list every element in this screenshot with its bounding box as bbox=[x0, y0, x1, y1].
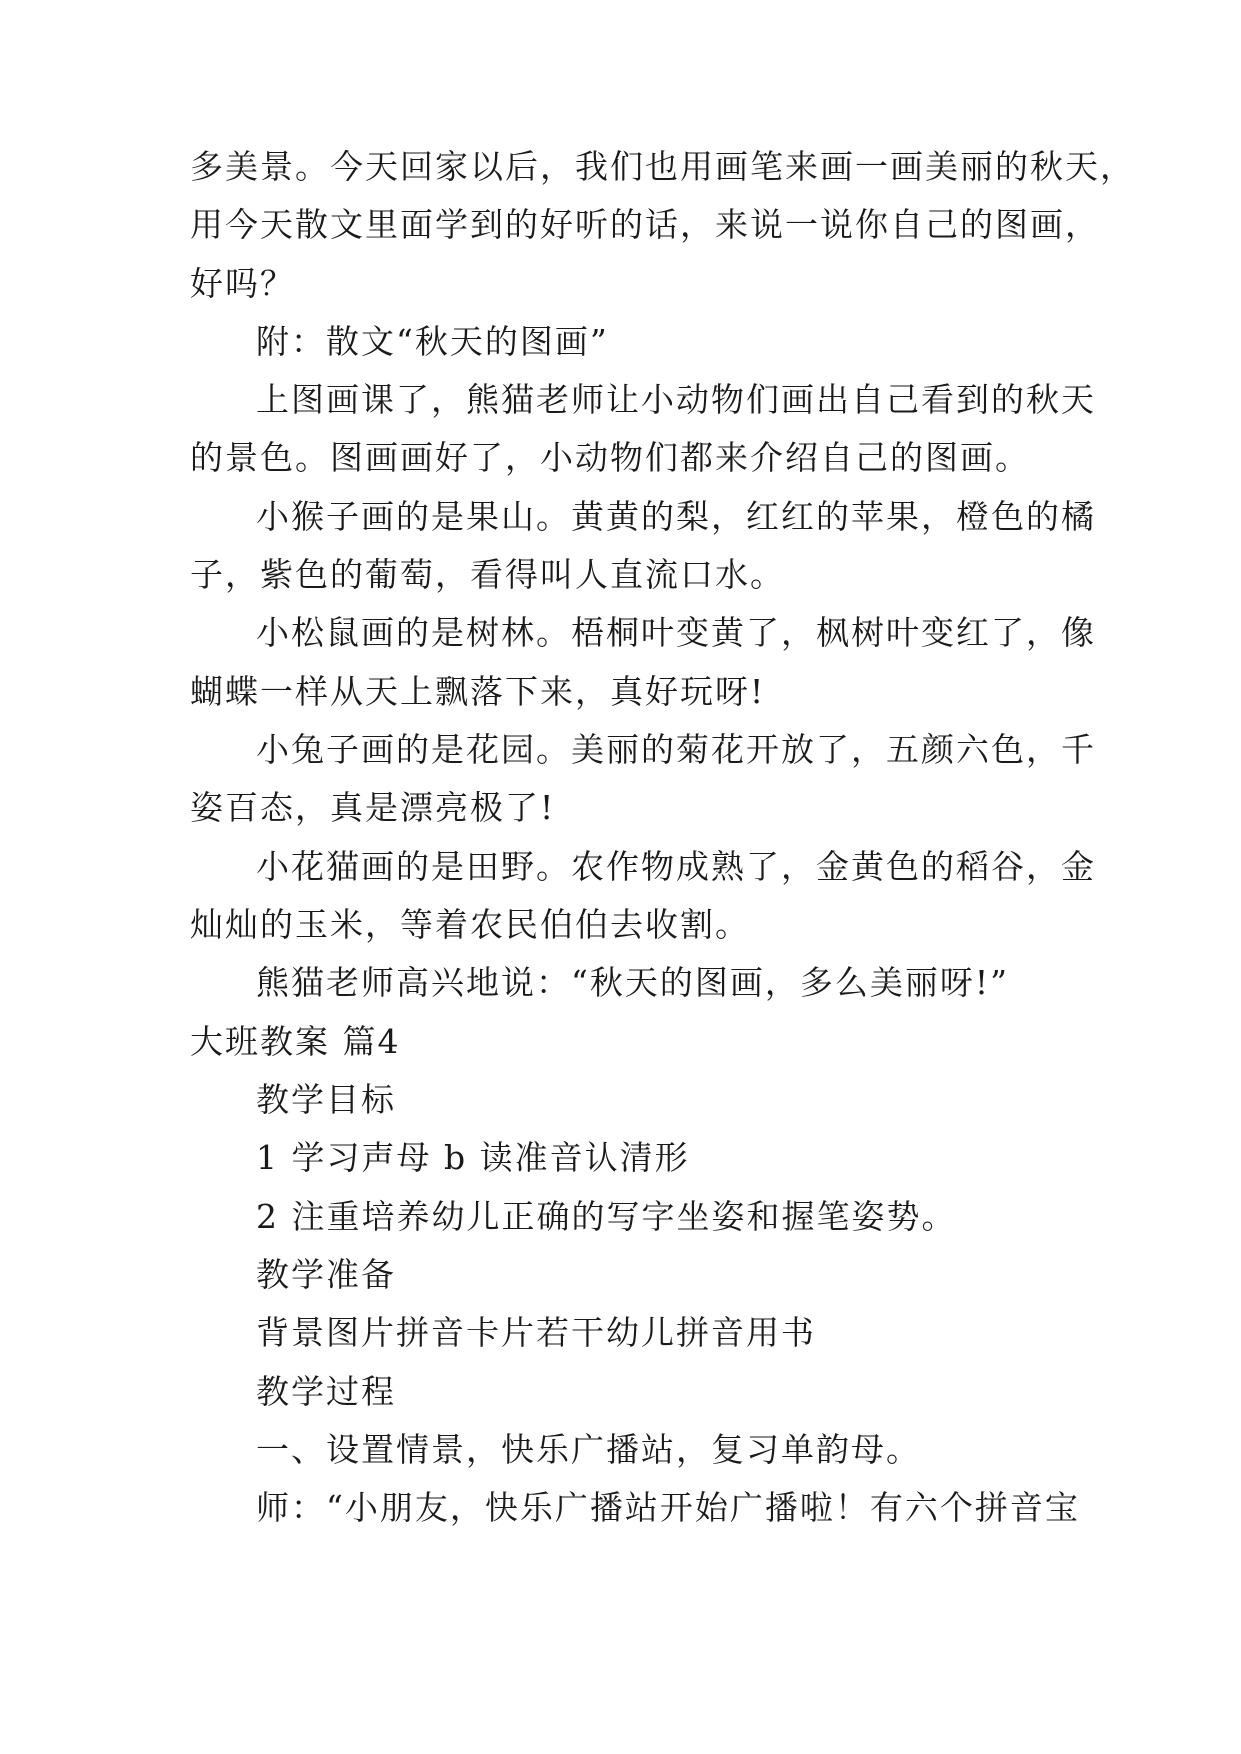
paragraph-line: 多美景。今天回家以后，我们也用画笔来画一画美丽的秋天， bbox=[190, 147, 1135, 186]
paragraph-line: 师：“小朋友，快乐广播站开始广播啦！有六个拼音宝 bbox=[256, 1488, 1080, 1527]
paragraph-line: 小猴子画的是果山。黄黄的梨，红红的苹果，橙色的橘 bbox=[256, 497, 1096, 536]
paragraph-line: 附：散文“秋天的图画” bbox=[256, 322, 609, 361]
paragraph-line: 1 学习声母 b 读准音认清形 bbox=[256, 1138, 690, 1177]
subheading: 教学目标 bbox=[256, 1080, 396, 1119]
section-heading: 大班教案 篇4 bbox=[190, 1022, 401, 1061]
paragraph-line: 背景图片拼音卡片若干幼儿拼音用书 bbox=[256, 1313, 816, 1352]
subheading: 教学过程 bbox=[256, 1372, 396, 1411]
paragraph-line: 2 注重培养幼儿正确的写字坐姿和握笔姿势。 bbox=[256, 1197, 957, 1236]
paragraph-line: 用今天散文里面学到的好听的话，来说一说你自己的图画， bbox=[190, 205, 1100, 244]
paragraph-line: 子，紫色的葡萄，看得叫人直流口水。 bbox=[190, 555, 785, 594]
paragraph-line: 一、设置情景，快乐广播站，复习单韵母。 bbox=[256, 1430, 921, 1469]
paragraph-line: 灿灿的玉米，等着农民伯伯去收割。 bbox=[190, 905, 750, 944]
paragraph-line: 的景色。图画画好了，小动物们都来介绍自己的图画。 bbox=[190, 438, 1030, 477]
paragraph-line: 好吗？ bbox=[190, 264, 295, 303]
paragraph-line: 小花猫画的是田野。农作物成熟了，金黄色的稻谷，金 bbox=[256, 847, 1096, 886]
subheading: 教学准备 bbox=[256, 1255, 396, 1294]
paragraph-line: 小兔子画的是花园。美丽的菊花开放了，五颜六色，千 bbox=[256, 730, 1096, 769]
paragraph-line: 姿百态，真是漂亮极了! bbox=[190, 788, 556, 827]
paragraph-line: 熊猫老师高兴地说：“秋天的图画，多么美丽呀!” bbox=[256, 963, 1010, 1002]
paragraph-line: 蝴蝶一样从天上飘落下来，真好玩呀! bbox=[190, 672, 766, 711]
paragraph-line: 上图画课了，熊猫老师让小动物们画出自己看到的秋天 bbox=[256, 380, 1096, 419]
paragraph-line: 小松鼠画的是树林。梧桐叶变黄了，枫树叶变红了，像 bbox=[256, 613, 1096, 652]
